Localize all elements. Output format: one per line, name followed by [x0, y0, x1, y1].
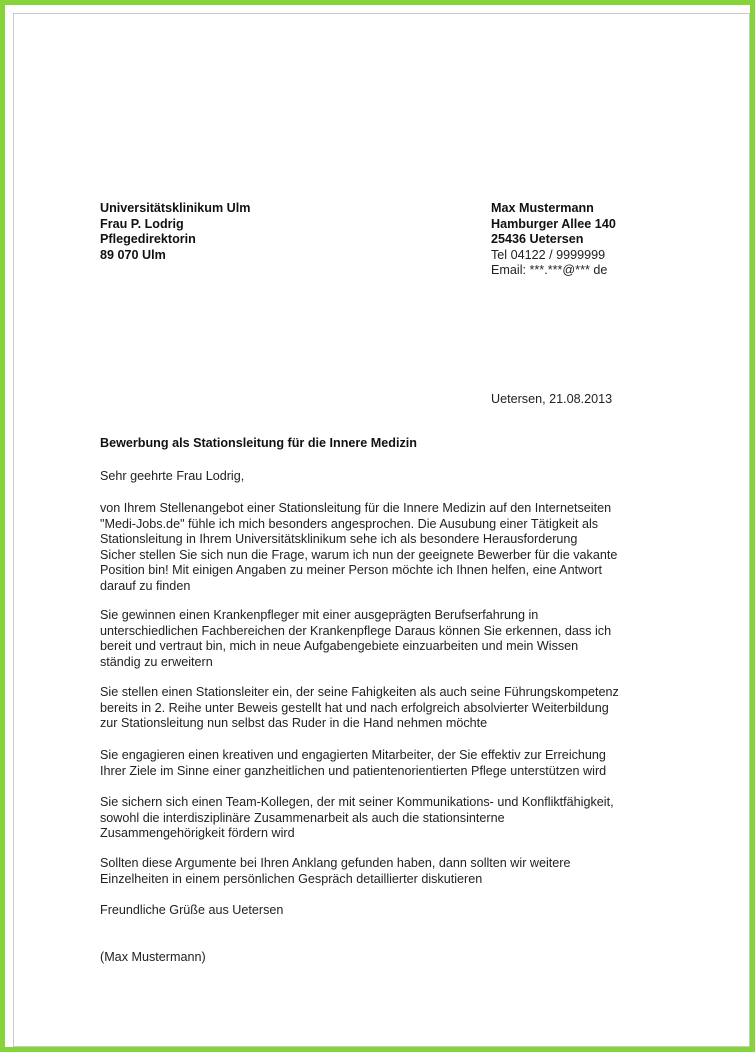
paragraph-line: Einzelheiten in einem persönlichen Gespräch detaillierter diskutieren: [100, 871, 483, 886]
paragraph-line: Sie gewinnen einen Krankenpfleger mit einer ausgeprägten Berufserfahrung in: [100, 608, 539, 622]
recipient-line: Universitätsklinikum Ulm: [100, 201, 251, 215]
paragraph-line: zur Stationsleitung nun selbst das Ruder in die Hand nehmen möchte: [100, 716, 488, 731]
body-paragraph-2: [100, 608, 660, 670]
body-paragraph-1: [100, 501, 660, 595]
paragraph-line: Position bin! Mit einigen Angaben zu meiner Person möchte ich Ihnen helfen, eine Antwort: [100, 563, 602, 578]
letter-signature: (Max Mustermann): [100, 950, 206, 964]
recipient-line: Pflegedirektorin: [100, 232, 196, 247]
letter-subject: Bewerbung als Stationsleitung für die Innere Medizin: [100, 436, 417, 450]
sender-name: Max Mustermann: [491, 201, 594, 215]
body-paragraph-5: [100, 795, 660, 842]
paragraph-line: Sie engagieren einen kreativen und engagierten Mitarbeiter, der Sie effektiv zur Erreichung: [100, 748, 606, 762]
paragraph-line: sowohl die interdisziplinäre Zusammenarbeit als auch die stationsinterne: [100, 810, 505, 825]
recipient-address: [100, 201, 250, 263]
recipient-line: 89 070 Ulm: [100, 247, 166, 262]
paragraph-line: Stationsleitung in Ihrem Universitätsklinikum sehe ich als besondere Herausforderung: [100, 532, 578, 547]
paragraph-line: ständig zu erweitern: [100, 654, 213, 669]
letter-salutation: Sehr geehrte Frau Lodrig,: [100, 469, 245, 483]
paragraph-line: Sie stellen einen Stationsleiter ein, der seine Fahigkeiten als auch seine Führungskompetenz: [100, 685, 619, 699]
letter-date: Uetersen, 21.08.2013: [491, 392, 613, 406]
sender-phone: Tel 04122 / 9999999: [491, 247, 606, 262]
letter-closing: Freundliche Grüße aus Uetersen: [100, 903, 284, 917]
recipient-line: Frau P. Lodrig: [100, 216, 184, 231]
paragraph-line: Sicher stellen Sie sich nun die Frage, warum ich nun der geeignete Bewerber für die vakante: [100, 547, 618, 562]
paragraph-line: bereits in 2. Reihe unter Beweis gestellt hat und nach erfolgreich absolvierter Weiterbildung: [100, 700, 609, 715]
sender-address: [491, 201, 616, 279]
paragraph-line: von Ihrem Stellenangebot einer Stationsleitung für die Innere Medizin auf den Internetseiten: [100, 501, 612, 515]
body-paragraph-4: [100, 748, 660, 779]
paragraph-line: bereit und vertraut bin, mich in neue Aufgabengebiete einzuarbeiten und mein Wissen: [100, 639, 579, 654]
body-paragraph-3: [100, 685, 660, 732]
body-paragraph-6: [100, 856, 660, 887]
paragraph-line: Sie sichern sich einen Team-Kollegen, der mit seiner Kommunikations- und Konfliktfähigkeit,: [100, 795, 614, 809]
paragraph-line: darauf zu finden: [100, 578, 191, 593]
sender-email: Email: ***.***@*** de: [491, 263, 608, 278]
paragraph-line: unterschiedlichen Fachbereichen der Krankenpflege Daraus können Sie erkennen, dass ich: [100, 623, 612, 638]
paragraph-line: Ihrer Ziele im Sinne einer ganzheitlichen und patientenorientierten Pflege unterstützen wird: [100, 763, 607, 778]
paragraph-line: Zusammengehörigkeit fördern wird: [100, 826, 295, 841]
paragraph-line: Sollten diese Argumente bei Ihren Anklang gefunden haben, dann sollten wir weitere: [100, 856, 571, 870]
paragraph-line: "Medi-Jobs.de" fühle ich mich besonders angesprochen. Die Ausubung einer Tätigkeit als: [100, 516, 599, 531]
sender-street: Hamburger Allee 140: [491, 216, 616, 231]
sender-city: 25436 Uetersen: [491, 232, 584, 247]
